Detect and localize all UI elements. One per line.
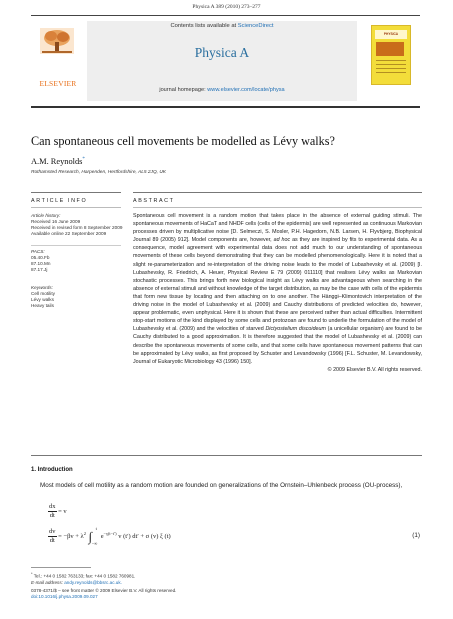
pacs-code: 87.10.Mn bbox=[31, 261, 51, 266]
keyword: Heavy tails bbox=[31, 303, 54, 308]
cover-lines bbox=[376, 60, 406, 61]
author-affiliation: Rothamsted Research, Harpenden, Hertfordshire, AL5 2JQ, UK bbox=[31, 170, 166, 175]
doi-link[interactable]: doi:10.1016/j.physa.2009.09.027 bbox=[31, 594, 98, 600]
abstract-body bbox=[133, 212, 422, 374]
journal-homepage bbox=[87, 87, 357, 93]
journal-banner bbox=[31, 15, 420, 109]
equation-velocity bbox=[48, 525, 171, 546]
abstract-heading: ABSTRACT bbox=[133, 198, 175, 204]
abstract-species-name: Dictyostelium discoideum bbox=[265, 326, 326, 333]
history-online: Available online 22 September 2009 bbox=[31, 231, 107, 236]
running-header: Physica A 389 (2010) 273–277 bbox=[192, 4, 261, 10]
front-matter bbox=[31, 588, 176, 601]
article-info-top-rule bbox=[31, 192, 121, 193]
issn-line: 0378-4371/$ – see front matter © 2009 Elsevier B.V. All rights reserved. bbox=[31, 588, 177, 593]
integral-upper-limit: t bbox=[95, 525, 97, 531]
journal-title: Physica A bbox=[194, 45, 250, 60]
keywords-block bbox=[31, 285, 55, 309]
footnote-email-link[interactable]: andy.reynolds@bbsrc.ac.uk. bbox=[64, 579, 122, 585]
footnote-rule bbox=[31, 567, 91, 568]
pacs-label: PACS: bbox=[31, 249, 45, 254]
author-footnote bbox=[31, 571, 135, 586]
fraction-denominator: dt bbox=[49, 537, 55, 544]
fraction-numerator: dv bbox=[49, 528, 56, 535]
fraction-numerator: dx bbox=[49, 503, 56, 510]
equation-exponent: −γ(t−t′) bbox=[103, 530, 117, 536]
journal-cover-thumbnail[interactable] bbox=[371, 25, 411, 85]
pacs-block bbox=[31, 249, 51, 273]
equation-number: (1) bbox=[412, 532, 420, 539]
equation-position bbox=[48, 503, 67, 520]
elsevier-tree-icon bbox=[40, 28, 74, 54]
abstract-text-italic: ad hoc bbox=[273, 237, 291, 244]
homepage-link[interactable]: www.elsevier.com/locate/physa bbox=[207, 87, 285, 93]
abstract-rule bbox=[133, 207, 422, 208]
section-heading-introduction: 1. Introduction bbox=[31, 467, 73, 473]
keyword: Lévy walks bbox=[31, 297, 54, 302]
abstract-text-part: as they are inspired by fits to experimental data. As a consequence, model agreement with experimental data does not add much to our understanding of spontaneous movements of these cells beyond demonstrating that they can be modelled phenomenologically. Here it is noted that a slight re-parameterization and re-interpretation of the driving noise leads to the model of Lubashevsky et al. (2009) [I. Lubashevsky, R. Friedrich, A. Heuer, Physical Review E 79 (2009) 011110] that realises Lévy walks as Markovian stochastic processes. This brings forth new biological insight as Lévy walks are advantageous when searching in the absence of external stimuli and without knowledge of the target distribution, as may be the case with cells of the epidermis that form new tissue by locating and then attaching on to one another. The Hänggi–Klimontovich interpretation of the driving noise in the model of Lubashevsky et al. (2009) and Cauchy distributions of predicted velocities do, however, appear problematic, even unphysical. Here it is shown that these are perceived rather than actual difficulties. Intermittent stop-start motions of the kind displayed by some cells and protozoan are found to underlie the formulation of the model of Lubashevsky et al. (2009) and the velocities of starved bbox=[133, 237, 422, 333]
author-line bbox=[31, 157, 85, 166]
fraction-dv-dt bbox=[48, 528, 57, 545]
footnote-email-label: E-mail address: bbox=[31, 579, 65, 585]
author-footnote-mark[interactable]: * bbox=[82, 157, 85, 163]
introduction-text: Most models of cell motility as a random motion are founded on generalizations of the Ornstein–Uhlenbeck process (OU-process), bbox=[40, 482, 403, 489]
integral-sign: ∫ t −∞ bbox=[88, 525, 98, 546]
abstract-bottom-rule bbox=[31, 455, 422, 456]
publisher-logo-text: ELSEVIER bbox=[39, 79, 77, 88]
abstract-text-part: (a unicellular organism) are found to be Cauchy distributed to a good approximation. It is therefore suggested that the model of Lubashevsky et al. (2009) can describe the spontaneous movements of some cells, and that some cells have spontaneous movement patterns that can be approximated by Lévy walks, as first proposed by Schuster and Levandowsky (1996) [F.L. Schuster, M. Levandowsky, Journal of Eukaryotic Microbiology 43 (1996) 150]. bbox=[133, 326, 422, 365]
pacs-code: 05.40.Fb bbox=[31, 255, 50, 260]
cover-title-band bbox=[375, 30, 407, 39]
article-title: Can spontaneous cell movements be modelled as Lévy walks? bbox=[31, 134, 335, 148]
equation-exponential: e bbox=[100, 532, 104, 540]
homepage-prefix: journal homepage: bbox=[159, 87, 208, 93]
abstract-text bbox=[133, 212, 422, 366]
contents-line bbox=[87, 23, 357, 29]
history-label: Article history: bbox=[31, 213, 61, 218]
cover-title: PHYSICA bbox=[383, 32, 399, 36]
banner-bottom-rule bbox=[31, 106, 420, 108]
contents-prefix: Contents lists available at bbox=[170, 23, 238, 29]
keyword: Cell motility bbox=[31, 291, 55, 296]
abstract-text-part: Spontaneous cell movement is a random motion that takes place in the absence of external guiding stimuli. The spontaneous movements of HaCaT and NHDF cells (cells of the epidermis) are well represented as continuous Markovian processes driven by multiplicative noise [D. Selmeczi, S. Mosler, P.H. Hagedorn, N.B. Larsen, H. Flyvbjerg, Biophysical Journal 89 (2005) 912]. Model components are, however, bbox=[133, 213, 422, 244]
history-divider bbox=[31, 245, 121, 246]
history-received: Received 16 June 2009 bbox=[31, 219, 81, 224]
abstract-top-rule bbox=[133, 192, 422, 193]
keywords-label: Keywords: bbox=[31, 285, 53, 290]
integral-lower-limit: −∞ bbox=[91, 540, 98, 546]
footnote-tel: Tel.: +44 0 1582 763133; fax: +44 0 1582 760981. bbox=[33, 573, 136, 579]
pacs-code: 87.17.Jj bbox=[31, 267, 48, 272]
introduction-paragraph bbox=[31, 480, 420, 491]
history-revised: Received in revised form 8 September 2009 bbox=[31, 225, 123, 230]
article-history bbox=[31, 213, 122, 237]
journal-header-box bbox=[87, 21, 357, 101]
equation-rhs: = v bbox=[58, 507, 67, 515]
equation-superscript: 2 bbox=[83, 530, 86, 536]
footnote-mark: * bbox=[31, 571, 33, 576]
sciencedirect-link[interactable]: ScienceDirect bbox=[237, 23, 274, 29]
abstract-copyright: © 2009 Elsevier B.V. All rights reserved. bbox=[327, 366, 422, 373]
fraction-denominator: dt bbox=[49, 512, 55, 519]
article-info-heading: ARTICLE INFO bbox=[31, 198, 88, 204]
cover-block bbox=[376, 42, 404, 56]
banner-top-rule bbox=[31, 15, 420, 16]
equation-term: = −βv + λ bbox=[58, 532, 84, 540]
author-name: A.M. Reynolds bbox=[31, 157, 83, 166]
fraction-dx-dt bbox=[48, 503, 57, 520]
publisher-logo[interactable] bbox=[34, 22, 80, 92]
equation-term: v (t′) dt′ + σ (v) ξ (t) bbox=[118, 532, 171, 540]
article-info-rule bbox=[31, 207, 121, 208]
